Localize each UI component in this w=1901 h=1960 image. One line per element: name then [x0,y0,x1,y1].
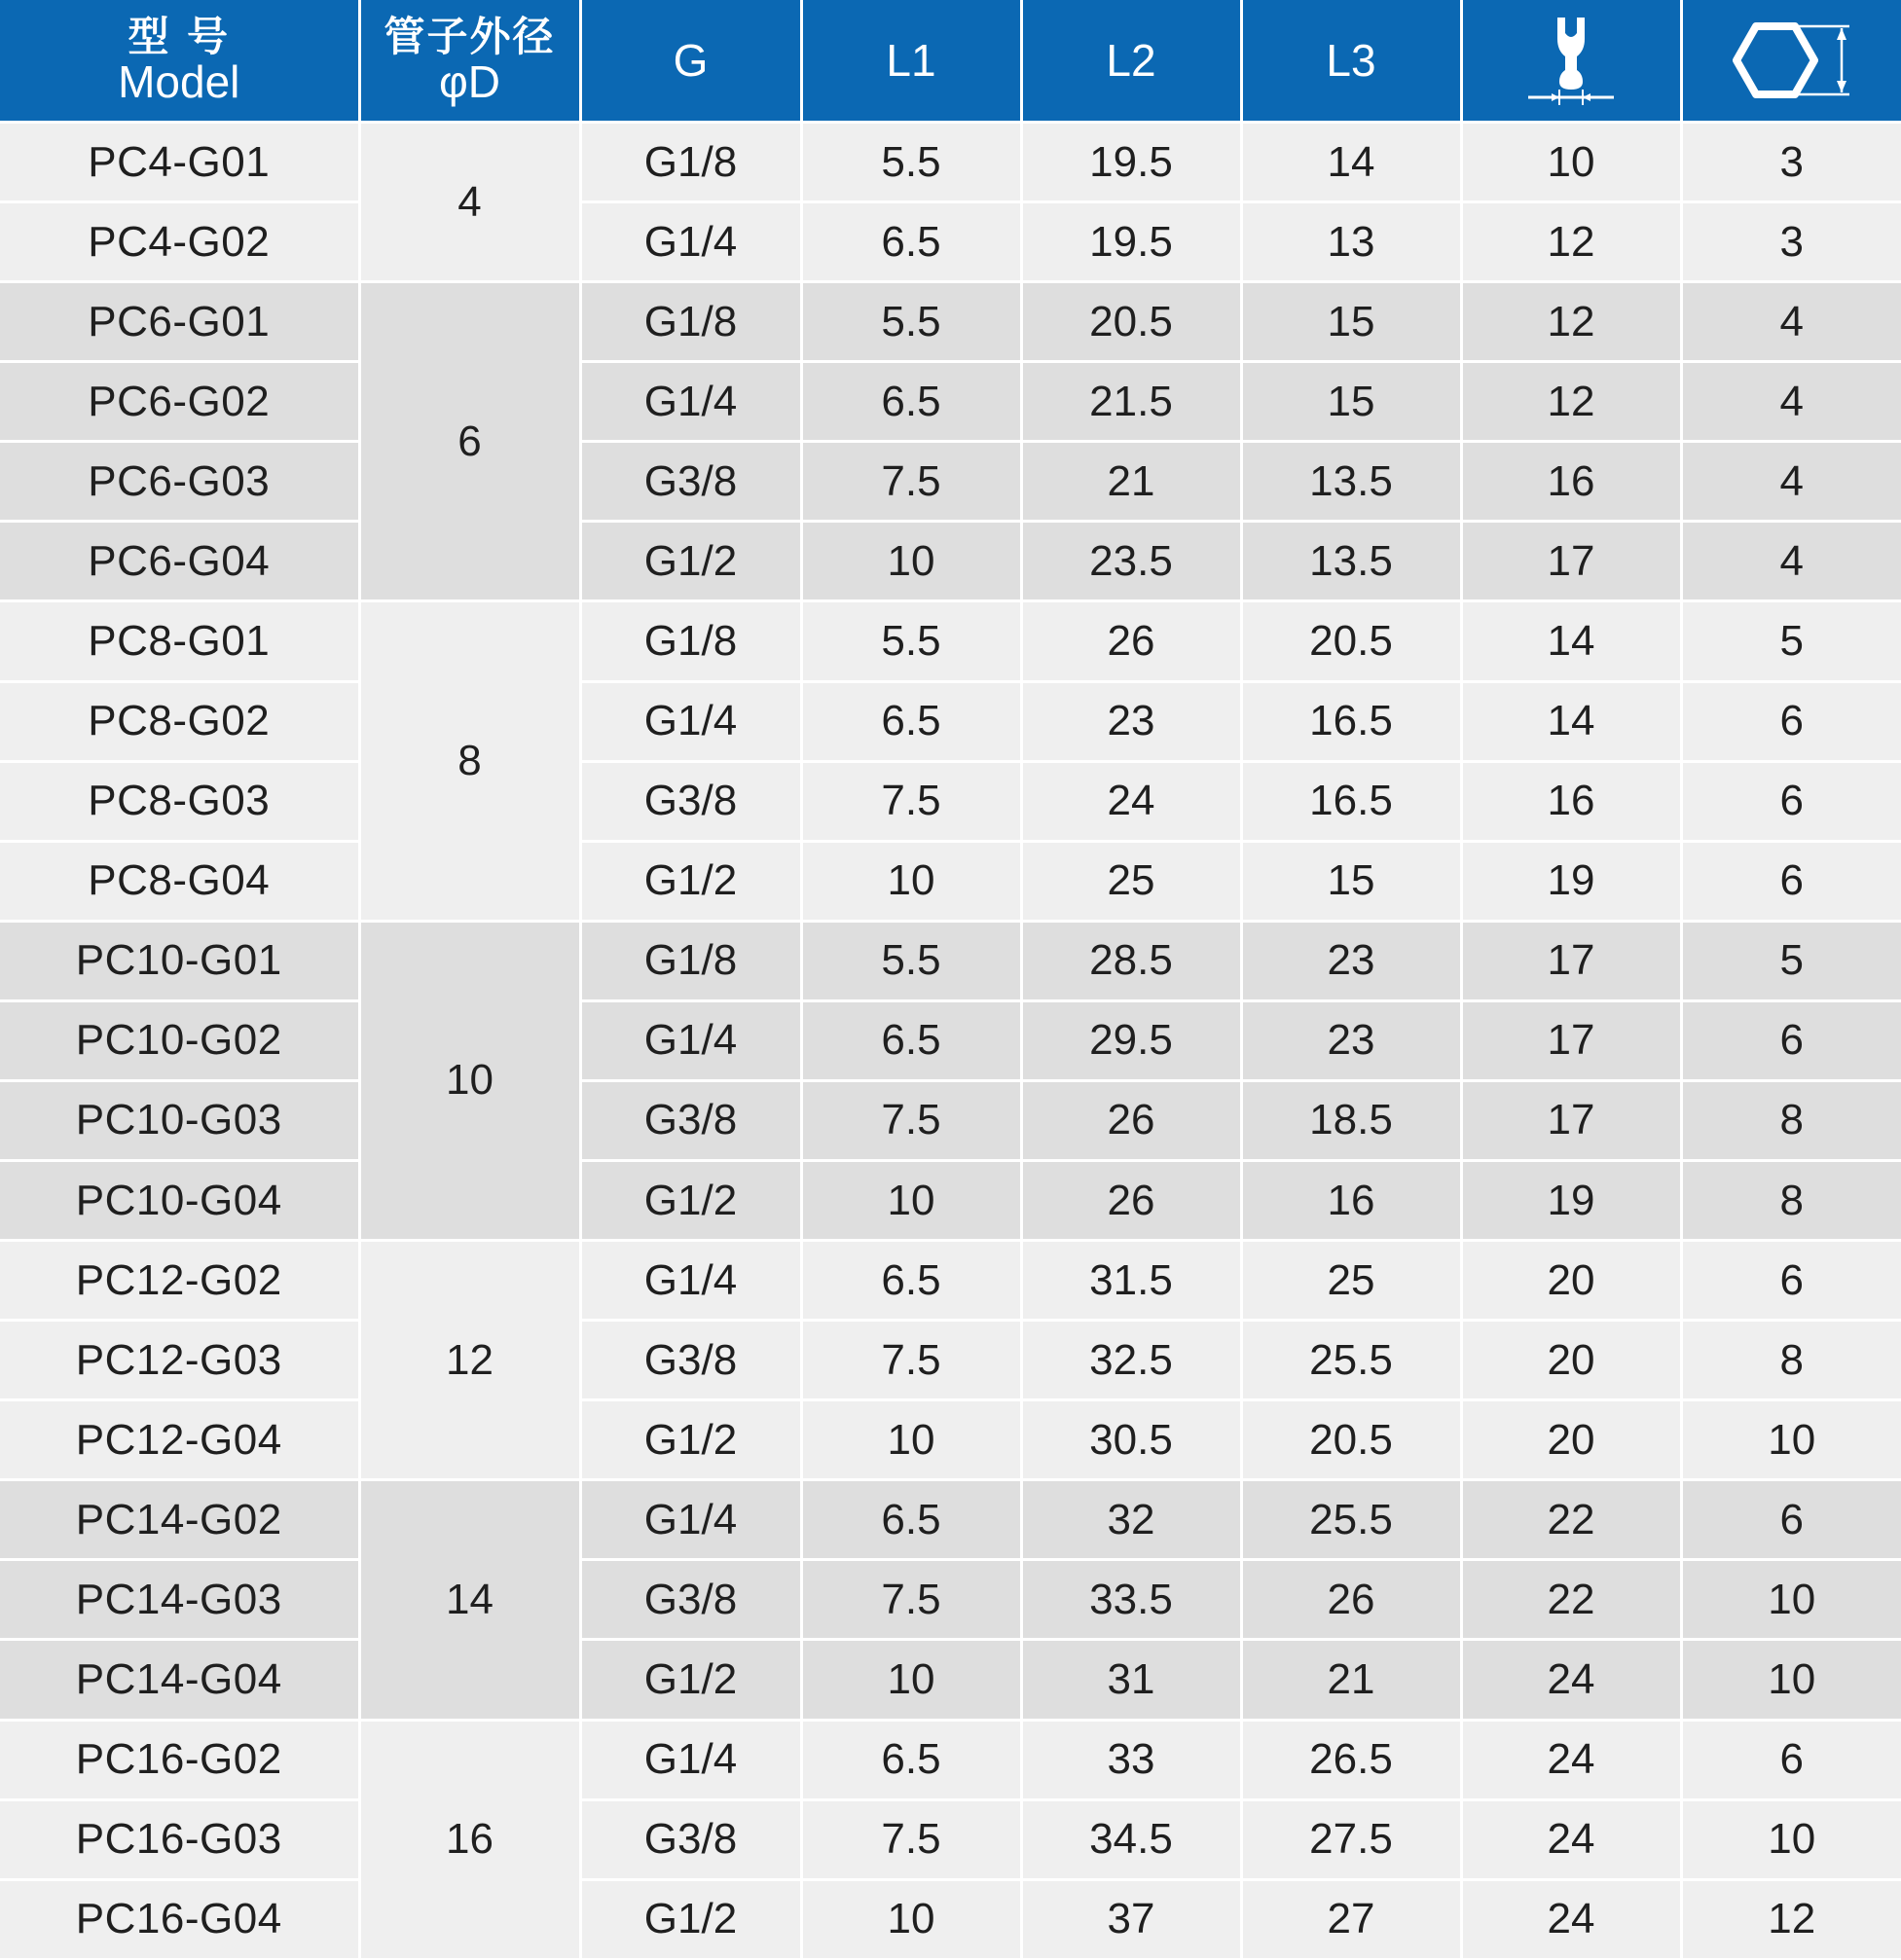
hex-across-flats-icon [1729,17,1855,104]
model-cell: PC12-G02 [0,1241,359,1321]
l1-cell: 6.5 [801,202,1021,282]
wrench-cell: 17 [1461,522,1681,601]
tube-diameter-cell: 4 [359,123,580,282]
hex-cell: 10 [1681,1799,1901,1879]
wrench-cell: 24 [1461,1720,1681,1799]
l3-cell: 16.5 [1241,681,1461,761]
hex-cell: 4 [1681,362,1901,442]
l2-cell: 32.5 [1021,1321,1241,1400]
l1-cell: 7.5 [801,761,1021,841]
l2-cell: 21.5 [1021,362,1241,442]
model-cell: PC12-G03 [0,1321,359,1400]
header-model-zh: 型 号 [128,12,231,60]
tube-diameter-cell: 12 [359,1241,580,1480]
model-cell: PC10-G01 [0,921,359,1000]
l3-cell: 18.5 [1241,1080,1461,1160]
hex-cell: 10 [1681,1640,1901,1720]
model-cell: PC10-G03 [0,1080,359,1160]
g-cell: G1/4 [580,202,801,282]
wrench-cell: 24 [1461,1879,1681,1958]
l1-cell: 10 [801,1161,1021,1241]
l3-cell: 26.5 [1241,1720,1461,1799]
l2-cell: 31.5 [1021,1241,1241,1321]
l2-cell: 19.5 [1021,123,1241,202]
table-row [0,1640,1901,1720]
l1-cell: 7.5 [801,442,1021,522]
table-header [0,0,1901,123]
g-cell: G1/4 [580,1241,801,1321]
wrench-cell: 20 [1461,1241,1681,1321]
model-cell: PC8-G01 [0,601,359,681]
l2-cell: 23 [1021,681,1241,761]
wrench-cell: 19 [1461,1161,1681,1241]
l1-cell: 10 [801,841,1021,921]
table-row [0,761,1901,841]
l3-cell: 21 [1241,1640,1461,1720]
wrench-cell: 17 [1461,1000,1681,1080]
hex-cell: 3 [1681,202,1901,282]
model-cell: PC8-G03 [0,761,359,841]
g-cell: G3/8 [580,442,801,522]
l2-cell: 28.5 [1021,921,1241,1000]
model-cell: PC6-G03 [0,442,359,522]
table-row [0,841,1901,921]
g-cell: G3/8 [580,761,801,841]
hex-cell: 8 [1681,1080,1901,1160]
hex-cell: 6 [1681,1480,1901,1560]
wrench-cell: 24 [1461,1799,1681,1879]
wrench-cell: 12 [1461,362,1681,442]
model-cell: PC6-G04 [0,522,359,601]
l1-cell: 6.5 [801,681,1021,761]
l1-cell: 6.5 [801,1480,1021,1560]
l3-cell: 25 [1241,1241,1461,1321]
g-cell: G1/4 [580,362,801,442]
hex-cell: 6 [1681,1000,1901,1080]
l2-cell: 34.5 [1021,1799,1241,1879]
model-cell: PC14-G04 [0,1640,359,1720]
l1-cell: 7.5 [801,1799,1021,1879]
l3-cell: 25.5 [1241,1321,1461,1400]
hex-cell: 8 [1681,1161,1901,1241]
tube-diameter-cell: 10 [359,921,580,1240]
table-row [0,282,1901,362]
hex-cell: 12 [1681,1879,1901,1958]
table-row [0,202,1901,282]
hex-cell: 10 [1681,1560,1901,1640]
model-cell: PC14-G03 [0,1560,359,1640]
model-cell: PC10-G02 [0,1000,359,1080]
table-row [0,1560,1901,1640]
header-l2: L2 [1021,0,1241,123]
model-cell: PC12-G04 [0,1400,359,1480]
model-cell: PC16-G04 [0,1879,359,1958]
g-cell: G1/2 [580,1879,801,1958]
header-g: G [580,0,801,123]
l3-cell: 27.5 [1241,1799,1461,1879]
l3-cell: 23 [1241,921,1461,1000]
g-cell: G3/8 [580,1560,801,1640]
table-row [0,1879,1901,1958]
l1-cell: 7.5 [801,1080,1021,1160]
l3-cell: 13 [1241,202,1461,282]
g-cell: G1/4 [580,1480,801,1560]
tube-diameter-cell: 8 [359,601,580,921]
model-cell: PC8-G02 [0,681,359,761]
l3-cell: 13.5 [1241,442,1461,522]
l1-cell: 6.5 [801,1000,1021,1080]
l1-cell: 10 [801,522,1021,601]
header-model [0,0,359,123]
hex-cell: 8 [1681,1321,1901,1400]
wrench-cell: 24 [1461,1640,1681,1720]
g-cell: G1/8 [580,921,801,1000]
table-row [0,442,1901,522]
header-model-en: Model [118,55,240,107]
header-l3: L3 [1241,0,1461,123]
table-row [0,1161,1901,1241]
table-row [0,1480,1901,1560]
l3-cell: 25.5 [1241,1480,1461,1560]
l2-cell: 24 [1021,761,1241,841]
l3-cell: 20.5 [1241,1400,1461,1480]
table-row [0,1321,1901,1400]
g-cell: G1/4 [580,1720,801,1799]
wrench-cell: 22 [1461,1560,1681,1640]
hex-cell: 4 [1681,282,1901,362]
l2-cell: 26 [1021,601,1241,681]
l1-cell: 6.5 [801,362,1021,442]
l1-cell: 7.5 [801,1560,1021,1640]
model-cell: PC16-G03 [0,1799,359,1879]
l2-cell: 30.5 [1021,1400,1241,1480]
table-row [0,1400,1901,1480]
table-row [0,601,1901,681]
table-row [0,1241,1901,1321]
hex-cell: 6 [1681,1720,1901,1799]
l1-cell: 5.5 [801,282,1021,362]
l3-cell: 15 [1241,841,1461,921]
model-cell: PC14-G02 [0,1480,359,1560]
model-cell: PC4-G01 [0,123,359,202]
l2-cell: 20.5 [1021,282,1241,362]
l3-cell: 13.5 [1241,522,1461,601]
l2-cell: 33 [1021,1720,1241,1799]
table-row [0,1000,1901,1080]
l1-cell: 6.5 [801,1720,1021,1799]
table-row [0,1799,1901,1879]
table-row [0,921,1901,1000]
g-cell: G1/2 [580,1161,801,1241]
l2-cell: 21 [1021,442,1241,522]
table-row [0,362,1901,442]
wrench-cell: 12 [1461,202,1681,282]
wrench-cell: 20 [1461,1321,1681,1400]
hex-cell: 4 [1681,522,1901,601]
wrench-cell: 20 [1461,1400,1681,1480]
open-end-wrench-width-icon [1522,12,1620,109]
l2-cell: 29.5 [1021,1000,1241,1080]
l3-cell: 27 [1241,1879,1461,1958]
g-cell: G1/2 [580,1400,801,1480]
g-cell: G3/8 [580,1321,801,1400]
header-l1: L1 [801,0,1021,123]
hex-cell: 5 [1681,921,1901,1000]
wrench-cell: 14 [1461,681,1681,761]
model-cell: PC8-G04 [0,841,359,921]
model-cell: PC6-G01 [0,282,359,362]
l1-cell: 10 [801,1879,1021,1958]
l1-cell: 5.5 [801,601,1021,681]
wrench-cell: 22 [1461,1480,1681,1560]
g-cell: G1/4 [580,1000,801,1080]
l3-cell: 20.5 [1241,601,1461,681]
l2-cell: 26 [1021,1080,1241,1160]
table-row [0,1720,1901,1799]
g-cell: G3/8 [580,1080,801,1160]
l3-cell: 16.5 [1241,761,1461,841]
l3-cell: 14 [1241,123,1461,202]
table-row [0,123,1901,202]
wrench-cell: 10 [1461,123,1681,202]
header-tube-diameter-zh: 管子外径 [384,12,556,60]
wrench-cell: 16 [1461,442,1681,522]
table-row [0,681,1901,761]
l1-cell: 10 [801,1640,1021,1720]
l2-cell: 19.5 [1021,202,1241,282]
header-hex [1681,0,1901,123]
hex-cell: 6 [1681,1241,1901,1321]
g-cell: G3/8 [580,1799,801,1879]
model-cell: PC6-G02 [0,362,359,442]
l1-cell: 5.5 [801,123,1021,202]
hex-cell: 10 [1681,1400,1901,1480]
tube-diameter-cell: 14 [359,1480,580,1720]
l3-cell: 15 [1241,362,1461,442]
l2-cell: 31 [1021,1640,1241,1720]
l3-cell: 23 [1241,1000,1461,1080]
model-cell: PC10-G04 [0,1161,359,1241]
header-wrench [1461,0,1681,123]
l1-cell: 6.5 [801,1241,1021,1321]
tube-diameter-cell: 16 [359,1720,580,1958]
l1-cell: 10 [801,1400,1021,1480]
l2-cell: 25 [1021,841,1241,921]
tube-diameter-cell: 6 [359,282,580,601]
g-cell: G1/8 [580,282,801,362]
l3-cell: 16 [1241,1161,1461,1241]
header-tube-diameter [359,0,580,123]
l3-cell: 26 [1241,1560,1461,1640]
l1-cell: 7.5 [801,1321,1021,1400]
wrench-cell: 16 [1461,761,1681,841]
table-row [0,1080,1901,1160]
model-cell: PC16-G02 [0,1720,359,1799]
g-cell: G1/4 [580,681,801,761]
hex-cell: 6 [1681,761,1901,841]
l2-cell: 37 [1021,1879,1241,1958]
l2-cell: 32 [1021,1480,1241,1560]
hex-cell: 4 [1681,442,1901,522]
hex-cell: 3 [1681,123,1901,202]
table-row [0,522,1901,601]
g-cell: G1/8 [580,123,801,202]
l1-cell: 5.5 [801,921,1021,1000]
l2-cell: 33.5 [1021,1560,1241,1640]
l2-cell: 23.5 [1021,522,1241,601]
g-cell: G1/2 [580,841,801,921]
g-cell: G1/2 [580,522,801,601]
hex-cell: 5 [1681,601,1901,681]
wrench-cell: 17 [1461,1080,1681,1160]
hex-cell: 6 [1681,681,1901,761]
header-row [0,0,1901,123]
table-body [0,123,1901,1959]
header-tube-diameter-en: φD [438,55,501,107]
l3-cell: 15 [1241,282,1461,362]
hex-cell: 6 [1681,841,1901,921]
wrench-cell: 19 [1461,841,1681,921]
wrench-cell: 14 [1461,601,1681,681]
g-cell: G1/8 [580,601,801,681]
wrench-cell: 17 [1461,921,1681,1000]
model-cell: PC4-G02 [0,202,359,282]
g-cell: G1/2 [580,1640,801,1720]
wrench-cell: 12 [1461,282,1681,362]
l2-cell: 26 [1021,1161,1241,1241]
